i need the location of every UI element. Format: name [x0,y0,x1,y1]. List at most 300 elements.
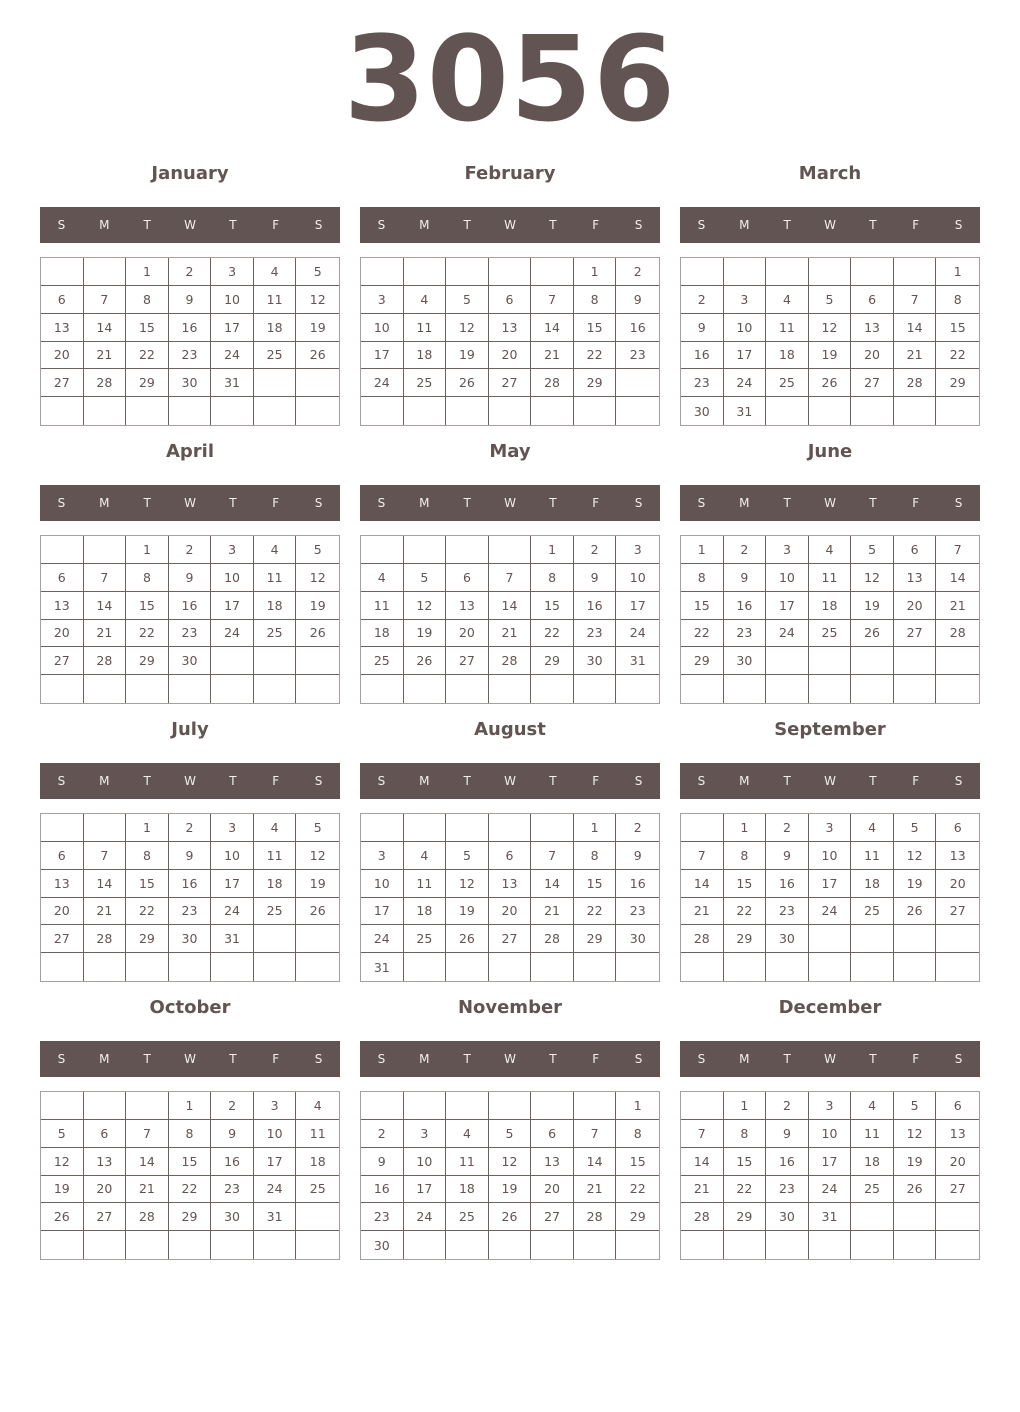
day-cell: 27 [489,925,532,953]
weekday-header-bar [40,207,340,243]
weekday-label: S [377,1052,386,1066]
day-cell [681,258,724,286]
day-cell [851,1203,894,1231]
day-cell: 19 [296,870,339,898]
day-cell [211,675,254,703]
day-cell: 21 [681,898,724,926]
day-grid [680,535,980,704]
day-cell: 11 [851,1120,894,1148]
day-cell: 3 [254,1092,297,1120]
day-cell: 23 [361,1203,404,1231]
weekday-label: T [549,1052,557,1066]
day-cell: 9 [616,842,659,870]
day-cell: 1 [724,814,767,842]
day-cell [169,953,212,981]
weekday-label: S [314,774,323,788]
day-cell [254,953,297,981]
day-grid [360,1091,660,1260]
day-cell: 12 [809,314,852,342]
day-cell: 20 [41,342,84,370]
day-cell: 17 [766,592,809,620]
weekday-label: W [504,218,516,232]
day-cell [361,1092,404,1120]
day-cell: 4 [851,814,894,842]
day-cell: 12 [894,842,937,870]
day-cell [681,953,724,981]
day-cell: 27 [41,647,84,675]
day-cell: 28 [574,1203,617,1231]
day-cell: 1 [169,1092,212,1120]
day-cell: 5 [446,286,489,314]
day-cell: 15 [574,314,617,342]
day-cell: 12 [446,870,489,898]
day-cell: 9 [766,842,809,870]
day-cell [851,953,894,981]
day-cell: 11 [851,842,894,870]
day-cell: 12 [41,1148,84,1176]
weekday-label: F [912,1052,920,1066]
day-cell [296,1231,339,1259]
day-cell: 31 [724,397,767,425]
weekday-label: F [592,218,600,232]
day-cell: 16 [211,1148,254,1176]
day-cell: 15 [724,1148,767,1176]
day-cell [616,369,659,397]
day-cell: 20 [84,1176,127,1204]
day-grid [40,813,340,982]
month-may [360,441,660,711]
day-cell [254,397,297,425]
weekday-label: F [272,218,280,232]
day-cell [84,1092,127,1120]
weekday-header-bar [40,763,340,799]
day-cell [616,675,659,703]
day-cell [851,397,894,425]
day-cell: 15 [531,592,574,620]
weekday-label: T [783,496,791,510]
day-cell: 10 [724,314,767,342]
day-cell [489,1231,532,1259]
day-cell: 24 [211,898,254,926]
day-cell: 24 [361,369,404,397]
day-cell: 6 [84,1120,127,1148]
day-cell: 16 [574,592,617,620]
day-cell [404,1231,447,1259]
day-cell [361,814,404,842]
day-cell: 19 [851,592,894,620]
day-cell: 23 [766,1176,809,1204]
day-cell: 22 [169,1176,212,1204]
day-cell: 18 [404,898,447,926]
day-cell: 23 [681,369,724,397]
day-cell: 2 [616,258,659,286]
day-cell: 20 [41,898,84,926]
day-cell: 9 [361,1148,404,1176]
weekday-label: W [824,218,836,232]
day-cell: 26 [296,620,339,648]
day-cell [616,953,659,981]
day-cell: 29 [574,369,617,397]
day-cell [41,397,84,425]
day-cell: 23 [169,898,212,926]
weekday-header-bar [360,207,660,243]
month-name: January [151,163,229,184]
day-cell [936,1203,979,1231]
day-cell: 15 [936,314,979,342]
weekday-label: T [229,1052,237,1066]
day-cell [296,675,339,703]
weekday-label: S [57,1052,66,1066]
day-cell: 19 [809,342,852,370]
day-cell [41,258,84,286]
day-cell: 2 [766,814,809,842]
day-cell: 10 [616,564,659,592]
day-cell: 23 [724,620,767,648]
weekday-label: T [229,774,237,788]
day-cell [489,953,532,981]
weekday-label: W [184,774,196,788]
day-cell: 6 [894,536,937,564]
day-cell: 22 [531,620,574,648]
day-cell [41,953,84,981]
day-cell: 6 [41,564,84,592]
day-cell [254,369,297,397]
day-cell: 20 [851,342,894,370]
day-cell [894,675,937,703]
day-cell: 24 [809,898,852,926]
day-cell [724,258,767,286]
day-cell [531,1231,574,1259]
day-cell: 20 [894,592,937,620]
day-cell: 24 [361,925,404,953]
weekday-label: T [463,496,471,510]
day-cell: 16 [724,592,767,620]
day-cell: 11 [809,564,852,592]
day-cell [851,258,894,286]
day-cell: 7 [489,564,532,592]
weekday-header-bar [40,485,340,521]
day-cell: 3 [809,814,852,842]
day-cell: 25 [254,342,297,370]
month-name: February [464,163,556,184]
day-cell: 26 [404,647,447,675]
day-cell [489,814,532,842]
day-grid [40,257,340,426]
day-cell [169,675,212,703]
weekday-label: T [549,218,557,232]
weekday-label: S [314,496,323,510]
day-cell: 24 [809,1176,852,1204]
day-cell [936,397,979,425]
day-cell: 1 [936,258,979,286]
day-cell: 18 [446,1176,489,1204]
day-cell: 8 [126,842,169,870]
day-cell: 27 [41,925,84,953]
day-cell [446,1092,489,1120]
month-march [680,163,980,433]
day-cell: 6 [936,1092,979,1120]
weekday-label: S [954,496,963,510]
day-cell [361,258,404,286]
day-cell [404,1092,447,1120]
day-cell [254,925,297,953]
day-cell: 1 [126,814,169,842]
weekday-label: S [634,774,643,788]
day-cell: 20 [446,620,489,648]
day-cell [809,675,852,703]
weekday-label: W [184,496,196,510]
day-cell [211,397,254,425]
day-cell [404,675,447,703]
day-cell [766,953,809,981]
day-cell: 9 [211,1120,254,1148]
day-cell: 5 [446,842,489,870]
weekday-label: S [634,218,643,232]
weekday-label: T [783,1052,791,1066]
day-cell: 29 [936,369,979,397]
weekday-label: S [954,218,963,232]
day-cell: 11 [446,1148,489,1176]
day-cell: 1 [574,258,617,286]
day-cell: 14 [681,870,724,898]
day-cell [211,953,254,981]
day-cell: 7 [84,842,127,870]
day-cell: 18 [851,870,894,898]
day-cell [211,1231,254,1259]
day-cell: 4 [296,1092,339,1120]
day-grid [680,813,980,982]
day-cell: 17 [361,342,404,370]
day-cell: 30 [724,647,767,675]
day-cell [446,814,489,842]
day-cell: 8 [574,842,617,870]
day-cell [574,1092,617,1120]
day-cell [724,1231,767,1259]
month-name: March [798,163,862,184]
day-cell: 4 [809,536,852,564]
day-cell [126,1231,169,1259]
day-cell: 11 [766,314,809,342]
day-cell: 12 [296,842,339,870]
weekday-header-bar [360,485,660,521]
day-cell: 11 [296,1120,339,1148]
day-cell [894,647,937,675]
day-cell: 6 [851,286,894,314]
weekday-label: F [912,496,920,510]
day-cell [84,258,127,286]
day-cell: 4 [766,286,809,314]
day-cell: 18 [809,592,852,620]
day-cell: 16 [681,342,724,370]
day-cell: 14 [574,1148,617,1176]
weekday-label: T [549,774,557,788]
day-cell: 21 [489,620,532,648]
day-cell [531,397,574,425]
day-cell [84,953,127,981]
day-cell [361,675,404,703]
day-cell: 12 [404,592,447,620]
day-cell: 6 [489,286,532,314]
month-january [40,163,340,433]
day-cell: 3 [361,842,404,870]
weekday-label: T [463,1052,471,1066]
day-cell: 1 [724,1092,767,1120]
day-cell: 25 [404,925,447,953]
day-cell: 4 [254,814,297,842]
day-cell [404,536,447,564]
day-cell [446,536,489,564]
day-cell [894,1231,937,1259]
day-cell: 5 [894,814,937,842]
day-cell: 13 [41,314,84,342]
day-cell: 28 [681,1203,724,1231]
day-cell: 2 [681,286,724,314]
day-cell [851,647,894,675]
day-cell: 4 [851,1092,894,1120]
day-cell: 23 [169,342,212,370]
day-cell: 28 [531,369,574,397]
day-cell [169,1231,212,1259]
day-cell [489,1092,532,1120]
day-cell: 3 [404,1120,447,1148]
day-cell: 8 [126,286,169,314]
day-cell: 13 [84,1148,127,1176]
day-cell: 13 [894,564,937,592]
day-cell [766,675,809,703]
weekday-label: F [272,1052,280,1066]
day-cell: 26 [446,925,489,953]
day-cell: 28 [126,1203,169,1231]
day-cell [84,397,127,425]
day-cell: 23 [766,898,809,926]
day-cell: 29 [531,647,574,675]
weekday-label: S [314,218,323,232]
month-october [40,997,340,1267]
day-cell: 21 [84,898,127,926]
weekday-header-bar [680,207,980,243]
month-name: June [807,441,853,462]
weekday-label: W [824,1052,836,1066]
day-cell: 30 [169,369,212,397]
day-cell: 7 [894,286,937,314]
day-cell: 16 [616,870,659,898]
day-cell: 19 [894,1148,937,1176]
day-cell [84,536,127,564]
day-cell [404,397,447,425]
day-cell [574,1231,617,1259]
day-cell: 14 [84,870,127,898]
month-august [360,719,660,989]
weekday-label: S [57,774,66,788]
day-cell: 18 [404,342,447,370]
day-cell: 14 [489,592,532,620]
day-cell [809,925,852,953]
day-cell [84,1231,127,1259]
day-cell: 9 [681,314,724,342]
month-name: August [474,719,546,740]
day-cell: 8 [574,286,617,314]
day-cell: 6 [489,842,532,870]
day-cell: 30 [766,1203,809,1231]
day-cell [296,1203,339,1231]
day-cell: 26 [41,1203,84,1231]
day-cell: 10 [404,1148,447,1176]
day-cell: 13 [851,314,894,342]
day-cell: 27 [936,898,979,926]
weekday-label: S [697,496,706,510]
day-cell: 7 [681,1120,724,1148]
weekday-label: T [783,774,791,788]
weekday-label: M [99,496,110,510]
weekday-label: T [229,496,237,510]
weekday-label: M [99,774,110,788]
weekday-label: F [912,218,920,232]
day-cell: 3 [809,1092,852,1120]
day-cell [681,814,724,842]
day-cell [404,814,447,842]
day-cell: 15 [126,592,169,620]
day-cell: 11 [254,286,297,314]
day-cell: 22 [126,620,169,648]
day-cell: 7 [84,564,127,592]
day-cell: 15 [724,870,767,898]
day-cell [169,397,212,425]
day-cell: 31 [211,369,254,397]
month-name: September [774,719,886,740]
day-cell [616,397,659,425]
day-cell: 2 [766,1092,809,1120]
weekday-label: T [143,1052,151,1066]
day-cell: 31 [361,953,404,981]
day-cell: 7 [531,286,574,314]
day-cell: 11 [404,870,447,898]
day-cell: 7 [574,1120,617,1148]
day-cell [766,258,809,286]
weekday-label: T [869,774,877,788]
weekday-label: T [463,218,471,232]
day-cell: 22 [681,620,724,648]
day-cell: 16 [169,592,212,620]
day-cell: 18 [254,592,297,620]
day-cell [404,258,447,286]
day-cell: 24 [724,369,767,397]
day-cell: 29 [574,925,617,953]
day-cell: 6 [446,564,489,592]
weekday-header-bar [360,1041,660,1077]
day-cell: 27 [851,369,894,397]
day-cell [84,675,127,703]
day-cell [809,258,852,286]
day-cell: 20 [936,1148,979,1176]
day-cell: 17 [211,870,254,898]
day-cell [851,1231,894,1259]
day-cell: 27 [41,369,84,397]
day-cell: 2 [574,536,617,564]
day-cell: 18 [766,342,809,370]
day-cell: 2 [616,814,659,842]
day-cell: 28 [681,925,724,953]
day-cell: 26 [894,1176,937,1204]
day-cell: 5 [809,286,852,314]
weekday-label: M [419,496,430,510]
day-cell: 25 [766,369,809,397]
day-cell: 12 [446,314,489,342]
day-cell: 4 [404,286,447,314]
weekday-header-bar [360,763,660,799]
day-cell: 19 [404,620,447,648]
day-cell [766,1231,809,1259]
day-grid [360,813,660,982]
